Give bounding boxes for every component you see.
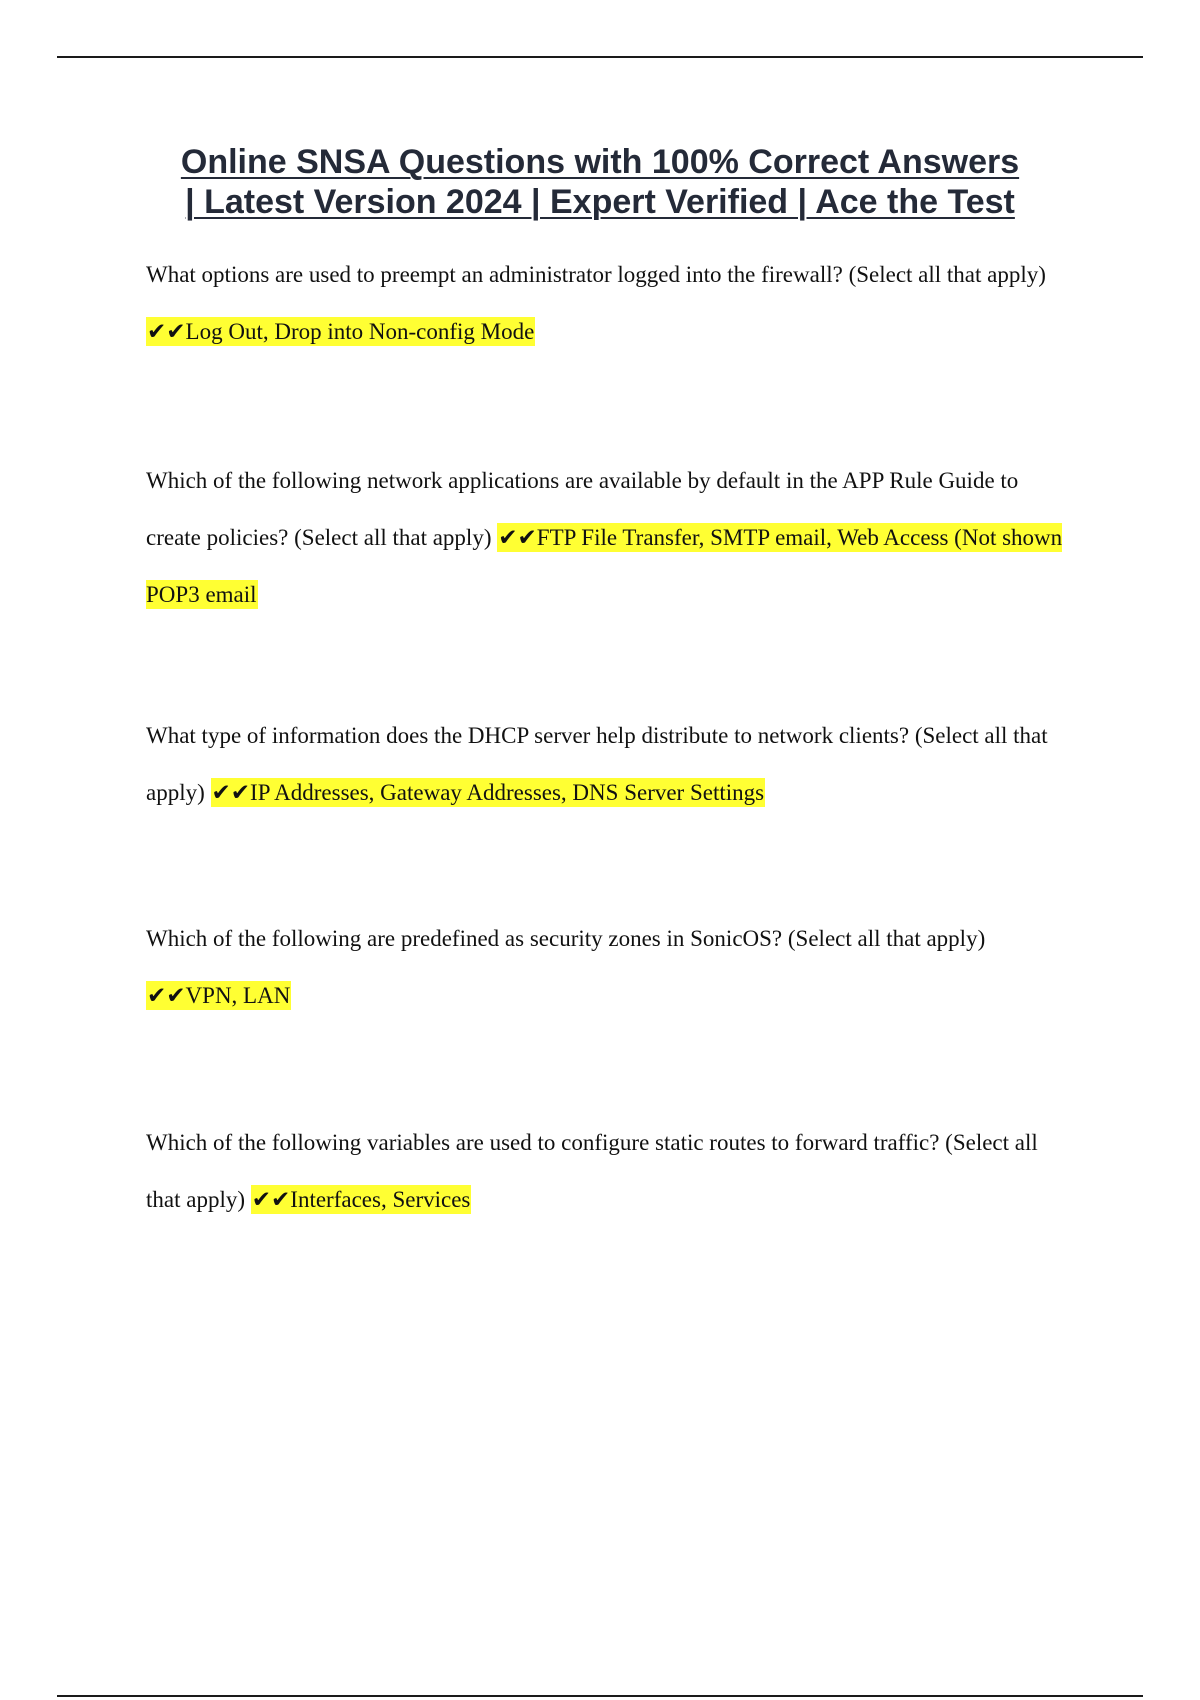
document-title: [100, 142, 1100, 222]
question-text: Which of the following are predefined as security zones in SonicOS? (Select all that apply): [146, 926, 986, 951]
answer-highlight: ✔✔Log Out, Drop into Non-config Mode: [147, 319, 535, 344]
answer-highlight: ✔✔Interfaces, Services: [251, 1187, 471, 1212]
qa-item-2: [146, 452, 1076, 623]
bottom-rule: [57, 1695, 1143, 1697]
title-line-1: Online SNSA Questions with 100% Correct Answers: [180, 143, 1020, 181]
qa-item-1: [146, 246, 1076, 360]
qa-item-3: [146, 707, 1076, 821]
top-rule: [57, 56, 1143, 58]
answer-highlight: ✔✔VPN, LAN: [147, 983, 291, 1008]
qa-item-4: [146, 910, 1076, 1024]
title-line-2: | Latest Version 2024 | Expert Verified | Ace the Test: [185, 183, 1015, 221]
question-text: What type of information does the DHCP server help distribute to network clients? (Select all that apply): [146, 723, 1048, 805]
answer-highlight: ✔✔IP Addresses, Gateway Addresses, DNS Server Settings: [211, 780, 765, 805]
question-text: Which of the following network applications are available by default in the APP Rule Guide to create policies? (Select all that apply): [146, 468, 1019, 550]
question-text: What options are used to preempt an administrator logged into the firewall? (Select all that apply): [146, 262, 1046, 287]
answer-highlight: ✔✔FTP File Transfer, SMTP email, Web Access (Not shown POP3 email: [146, 525, 1063, 607]
question-text: Which of the following variables are used to configure static routes to forward traffic? (Select all that apply): [146, 1130, 1038, 1212]
qa-item-5: [146, 1114, 1076, 1228]
